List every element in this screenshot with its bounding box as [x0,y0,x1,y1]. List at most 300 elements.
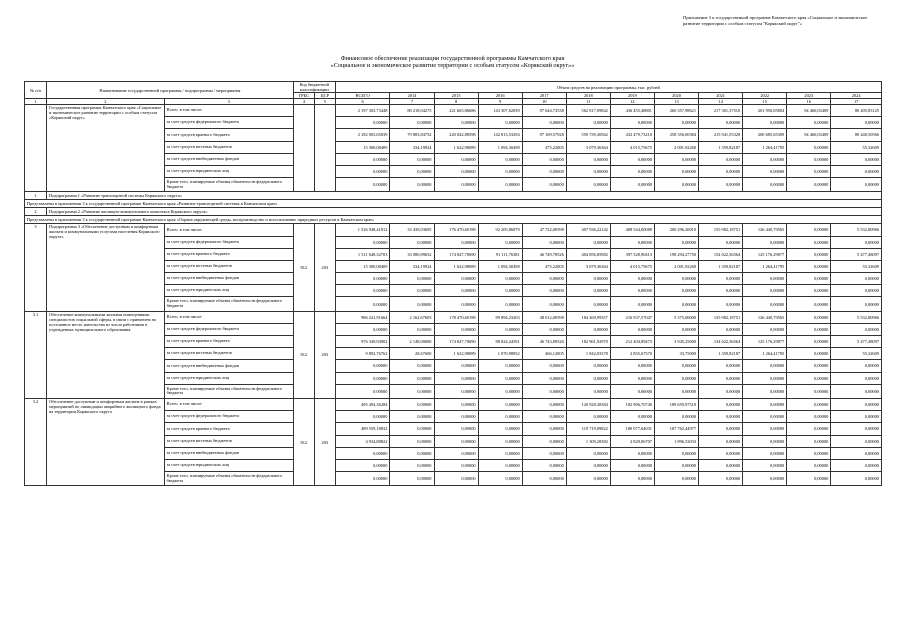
amount-cell: 0,00000 [390,323,434,335]
amount-cell: 0,00000 [787,447,831,459]
amount-cell: 125 176,29877 [743,248,787,260]
csr-code: 203 [314,398,335,485]
column-index: 7 [390,99,434,105]
row-number: 1 [25,192,47,200]
amount-cell: 0,00000 [610,297,654,311]
amount-cell: 0,00000 [610,384,654,398]
subprogram-title: Подпрограмма 2 «Развитие жилищно-коммунального комплекса Корякского округа» [47,208,882,216]
amount-cell: 0,00000 [335,297,390,311]
amount-cell: 0,00000 [831,459,882,471]
amount-cell: 0,00000 [434,117,478,129]
amount-cell: 80 405,83125 [831,105,882,117]
amount-cell: 184 269,99357 [566,311,610,323]
amount-cell: 0,00000 [390,165,434,177]
amount-cell: 212 404,89473 [610,336,654,348]
amount-cell: 0,00000 [610,459,654,471]
column-index: 11 [566,99,610,105]
amount-cell: 0,00000 [787,297,831,311]
amount-cell: 0,00000 [335,165,390,177]
amount-cell: 28,67600 [390,348,434,360]
amount-cell: 0,00000 [743,273,787,285]
amount-cell: 2 001,92260 [654,141,698,153]
column-index: 5 [314,99,335,105]
amount-cell: 176 470,60198 [434,224,478,236]
amount-cell: 0,00000 [566,323,610,335]
amount-cell: 182 961,92970 [566,336,610,348]
amount-cell: 0,00000 [566,384,610,398]
amount-cell: 334,19924 [390,141,434,153]
amount-cell: 0,00000 [390,447,434,459]
amount-cell: 495 494,36284 [335,398,390,410]
amount-cell: 0,00000 [522,372,566,384]
amount-cell: 97 169,57928 [522,129,566,141]
grbs-code: 812 [293,311,314,398]
amount-cell: 0,00000 [654,285,698,297]
amount-cell: 80 440,50566 [831,129,882,141]
amount-cell: 174 847,70690 [434,248,478,260]
amount-cell: 0,00000 [787,236,831,248]
amount-cell: 0,00000 [434,447,478,459]
funding-source: за счет средств внебюджетных фондов [164,153,293,165]
column-index: 14 [699,99,743,105]
amount-cell: 220 042,88598 [434,129,478,141]
amount-cell: 4 934,88822 [335,435,390,447]
amount-cell: 0,00000 [610,165,654,177]
amount-cell: 55,32609 [831,348,882,360]
amount-cell: 475,22005 [522,260,566,272]
amount-cell: 0,00000 [522,285,566,297]
amount-cell: 0,00000 [522,165,566,177]
amount-cell: 94 460,03409 [787,105,831,117]
amount-cell: 0,00000 [787,285,831,297]
amount-cell: 0,00000 [390,285,434,297]
funding-source: за счет средств юридических лиц [164,165,293,177]
amount-cell: 92 205,86879 [478,224,522,236]
row-number [25,105,47,192]
amount-cell: 0,00000 [787,398,831,410]
amount-cell: 0,00000 [743,435,787,447]
amount-cell: 120 928,38384 [566,398,610,410]
amount-cell: 0,00000 [787,423,831,435]
amount-cell: 80 218,04275 [390,105,434,117]
amount-cell: 0,00000 [335,372,390,384]
amount-cell: 0,00000 [434,435,478,447]
amount-cell: 97 644,73538 [522,105,566,117]
amount-cell: 1 309,28382 [566,435,610,447]
funding-source: за счет средств федерального бюджета [164,411,293,423]
amount-cell: 0,00000 [831,323,882,335]
amount-cell: 0,00000 [699,411,743,423]
amount-cell: 0,00000 [335,153,390,165]
amount-cell: 1 842,03378 [566,348,610,360]
amount-cell: 397 528,90413 [610,248,654,260]
amount-cell: 125 176,29877 [743,336,787,348]
funding-source: за счет средств юридических лиц [164,285,293,297]
subprogram-note-row [25,200,882,208]
amount-cell: 0,00000 [654,411,698,423]
amount-cell: 9 892,76762 [335,348,390,360]
funding-source: за счет средств местных бюджетов [164,260,293,272]
amount-cell: 15 300,08409 [335,141,390,153]
amount-cell: 3 945,25000 [654,336,698,348]
amount-cell: 0,00000 [743,285,787,297]
subprogram-title: Подпрограмма 1 «Развитие транспортной системы Корякского округа» [47,192,882,200]
amount-cell: 1 264,41795 [743,260,787,272]
amount-cell: 15 300,08409 [335,260,390,272]
amount-cell: 0,00000 [522,472,566,486]
amount-cell: 5 375,00000 [654,311,698,323]
amount-cell: 3 079,36364 [566,260,610,272]
amount-cell: 126 440,79565 [743,224,787,236]
csr-code: 203 [314,224,335,311]
header-year: 2019 [610,93,654,99]
amount-cell: 0,00000 [743,323,787,335]
amount-cell: 0,00000 [610,411,654,423]
amount-cell: 46 749,78526 [522,248,566,260]
row-title: Государственная программа Камчатского края «Социальное и экономическое развитие территории с особым статусом «Корякский округ» [47,105,165,192]
amount-cell: 0,00000 [831,178,882,192]
amount-cell: 0,00000 [787,311,831,323]
amount-cell: 0,00000 [390,398,434,410]
amount-cell: 215 941,55328 [699,129,743,141]
amount-cell: 0,00000 [787,384,831,398]
column-index: 4 [293,99,314,105]
amount-cell: 0,00000 [787,323,831,335]
amount-cell: 4 015,75675 [610,260,654,272]
amount-cell: 0,00000 [434,273,478,285]
column-index: 15 [743,99,787,105]
subprogram-note: Представлены в приложении 3 к государственной программе Камчатского края «Охрана окружающей среды, воспроизводство и использование природных ресурсов в Камчатском крае» [25,216,882,224]
header-csr: ЦСР [314,93,335,99]
amount-cell: 258 356,00384 [654,129,698,141]
appendix-note: Приложение 3 к государственной программе Камчатского края «Социальное и экономическое развитие территории с особым статусом "Корякский округ"» [683,15,868,26]
header-year: 2023 [787,93,831,99]
amount-cell: 0,00000 [434,165,478,177]
amount-cell: 0,00000 [478,297,522,311]
amount-cell: 1 622,98089 [434,141,478,153]
amount-cell: 0,00000 [390,360,434,372]
amount-cell: 0,00000 [699,447,743,459]
header-year: 2022 [743,93,787,99]
amount-cell: 0,00000 [522,178,566,192]
amount-cell: 0,00000 [434,178,478,192]
amount-cell: 0,00000 [699,435,743,447]
amount-cell: 0,00000 [522,297,566,311]
funding-source: за счет средств местных бюджетов [164,348,293,360]
amount-cell: 182 906,70740 [610,398,654,410]
amount-cell: 33 080,89652 [390,248,434,260]
amount-cell: 0,00000 [654,236,698,248]
funding-source: Кроме того, планируемые объемы обязательств федерального бюджета [164,384,293,398]
amount-cell: 1 094,30498 [478,260,522,272]
header-year: 2021 [699,93,743,99]
amount-cell: 0,00000 [335,273,390,285]
amount-cell: 0,00000 [566,411,610,423]
amount-cell: 0,00000 [654,165,698,177]
amount-cell: 0,00000 [478,423,522,435]
funding-source: за счет средств краевого бюджета [164,336,293,348]
row-title: Подпрограмма 3 «Обеспечение доступным и комфортным жильем и коммунальными услугами населения Корякского округа» [47,224,165,311]
header-code: Код бюджетной классификации [293,82,335,93]
amount-cell: 0,00000 [831,472,882,486]
amount-cell: 0,00000 [434,285,478,297]
grbs-code: 812 [293,224,314,311]
amount-cell: 0,00000 [335,384,390,398]
amount-cell: 0,00000 [787,273,831,285]
amount-cell: 0,00000 [434,360,478,372]
column-index: 6 [335,99,390,105]
amount-cell: 0,00000 [787,141,831,153]
amount-cell: 0,00000 [335,323,390,335]
amount-cell: 55,32609 [831,260,882,272]
amount-cell: 0,00000 [478,153,522,165]
amount-cell: 0,00000 [610,236,654,248]
amount-cell: 0,00000 [699,459,743,471]
amount-cell: 0,00000 [335,285,390,297]
amount-cell: 0,00000 [335,447,390,459]
amount-cell: 0,00000 [699,323,743,335]
row-number: 2 [25,208,47,216]
amount-cell: 0,00000 [831,153,882,165]
amount-cell: 0,00000 [831,273,882,285]
amount-cell: 0,00000 [478,360,522,372]
amount-cell: 1 622,98089 [434,260,478,272]
amount-cell: 0,00000 [610,178,654,192]
amount-cell: 0,00000 [522,398,566,410]
subprogram-row [25,192,882,200]
amount-cell: 0,00000 [831,411,882,423]
amount-cell: 180 077,64031 [610,423,654,435]
amount-cell: 0,00000 [478,178,522,192]
header-year: 2016 [478,93,522,99]
funding-source: за счет средств внебюджетных фондов [164,273,293,285]
amount-cell: 55,32609 [831,141,882,153]
amount-cell: 0,00000 [566,285,610,297]
amount-cell: 0,00000 [743,472,787,486]
amount-cell: 0,00000 [610,153,654,165]
row-number: 3.1 [25,311,47,398]
amount-cell: 0,00000 [566,153,610,165]
amount-cell: 0,00000 [787,178,831,192]
amount-cell: 562 817,09842 [566,105,610,117]
amount-cell: 0,00000 [699,384,743,398]
amount-cell: 0,00000 [699,297,743,311]
amount-cell: 2 829,06707 [610,435,654,447]
amount-cell: 0,00000 [654,384,698,398]
amount-cell: 0,00000 [787,224,831,236]
amount-cell: 0,00000 [787,348,831,360]
amount-cell: 48 012,00598 [522,311,566,323]
csr-code: 203 [314,311,335,398]
amount-cell: 0,00000 [787,260,831,272]
amount-cell: 0,00000 [522,411,566,423]
amount-cell: 0,00000 [743,384,787,398]
column-index: 16 [787,99,831,105]
funding-source: за счет средств местных бюджетов [164,141,293,153]
row-title: Обеспечение доступным и комфортным жильем в рамках мероприятий по ликвидации аварийного жилищного фонда на территории Корякского округа [47,398,165,485]
amount-cell: 0,00000 [787,153,831,165]
amount-cell: 0,00000 [434,323,478,335]
amount-cell: 0,00000 [831,398,882,410]
amount-cell: 0,00000 [522,153,566,165]
amount-cell: 260 357,98621 [654,105,698,117]
amount-cell: 0,00000 [390,236,434,248]
amount-cell: 0,00000 [335,411,390,423]
amount-cell: 1 359,82187 [699,260,743,272]
amount-cell: 0,00000 [390,178,434,192]
amount-cell: 0,00000 [787,411,831,423]
funding-source: Кроме того, планируемые объемы обязательств федерального бюджета [164,178,293,192]
amount-cell: 0,00000 [390,411,434,423]
amount-cell: 976 349,94902 [335,336,390,348]
amount-cell: 0,00000 [478,435,522,447]
amount-cell: 0,00000 [699,165,743,177]
amount-cell: 126 440,79565 [743,311,787,323]
amount-cell: 217 301,37510 [699,105,743,117]
amount-cell: 189 659,97510 [654,398,698,410]
amount-cell: 0,00000 [478,459,522,471]
amount-cell: 0,00000 [743,411,787,423]
amount-cell: 436 455,48801 [610,105,654,117]
amount-cell: 5 477,48097 [831,248,882,260]
row-number: 3 [25,224,47,311]
amount-cell: 0,00000 [743,360,787,372]
document-title: Финансовое обеспечение реализации государственной программы Камчатского края [340,55,565,62]
amount-cell: 0,00000 [787,472,831,486]
amount-cell: 0,00000 [610,117,654,129]
amount-cell: 2 197 303,73448 [335,105,390,117]
amount-cell: 0,00000 [566,372,610,384]
column-index: 17 [831,99,882,105]
amount-cell: 1 511 648,32703 [335,248,390,260]
amount-cell: 0,00000 [743,423,787,435]
amount-cell: 408 544,00088 [610,224,654,236]
amount-cell: 200 296,20010 [654,224,698,236]
header-year: 2024 [831,93,882,99]
table-row [25,311,882,323]
amount-cell: 0,00000 [478,447,522,459]
amount-cell: 0,00000 [831,236,882,248]
amount-cell: 0,00000 [699,372,743,384]
amount-cell: 0,00000 [335,459,390,471]
header-grbs: ГРБС [293,93,314,99]
funding-source: Кроме того, планируемые объемы обязательств федерального бюджета [164,297,293,311]
amount-cell: 46 743,88526 [522,336,566,348]
amount-cell: 0,00000 [699,285,743,297]
header-year: 2017 [522,93,566,99]
header-num: № п/п [25,82,47,99]
amount-cell: 0,00000 [654,360,698,372]
amount-cell: 0,00000 [787,117,831,129]
amount-cell: 0,00000 [434,384,478,398]
amount-cell: 0,00000 [478,411,522,423]
amount-cell: 0,00000 [566,236,610,248]
amount-cell: 0,00000 [390,153,434,165]
amount-cell: 0,00000 [610,285,654,297]
grbs-code [293,105,314,192]
amount-cell: 0,00000 [434,297,478,311]
amount-cell: 119 719,09822 [566,423,610,435]
subprogram-row [25,208,882,216]
amount-cell: 2 148,00000 [390,336,434,348]
amount-cell: 0,00000 [743,372,787,384]
subprogram-note: Представлены в приложении 3 к государственной программе Камчатского края «Развитие транспортной системы в Камчатском крае» [25,200,882,208]
amount-cell: 0,00000 [654,372,698,384]
header-year: 2014 [390,93,434,99]
amount-cell: 2 162,67603 [390,311,434,323]
amount-cell: 79 883,84752 [390,129,434,141]
amount-cell: 47 722,00598 [522,224,566,236]
amount-cell: 0,00000 [831,447,882,459]
amount-cell: 0,00000 [831,384,882,398]
amount-cell: 1 526 948,41812 [335,224,390,236]
amount-cell: 0,00000 [743,236,787,248]
amount-cell: 0,00000 [566,165,610,177]
column-index: 2 [47,99,165,105]
amount-cell: 0,00000 [610,323,654,335]
amount-cell: 0,00000 [787,165,831,177]
funding-source: Всего, в том числе: [164,224,293,236]
amount-cell: 187 762,44977 [654,423,698,435]
amount-cell: 0,00000 [699,117,743,129]
amount-cell: 0,00000 [699,423,743,435]
amount-cell: 0,00000 [654,459,698,471]
funding-source: за счет средств краевого бюджета [164,423,293,435]
amount-cell: 334,19924 [390,260,434,272]
amount-cell: 0,00000 [831,165,882,177]
header-year: 2015 [434,93,478,99]
table-row [25,398,882,410]
amount-cell: 5 532,80966 [831,311,882,323]
amount-cell: 0,00000 [610,273,654,285]
amount-cell: 88 824,24591 [478,336,522,348]
amount-cell: 1 264,41795 [743,348,787,360]
amount-cell: 0,00000 [654,273,698,285]
amount-cell: 0,00000 [699,236,743,248]
amount-cell: 407 936,22142 [566,224,610,236]
header-name: Наименование государственной программы / подпрограммы / мероприятия [47,82,294,99]
document-subtitle: «Социальное и экономическое развитие территории с особым статусом «Корякский округ»» [330,62,575,69]
amount-cell: 0,00000 [390,117,434,129]
amount-cell: 0,00000 [478,117,522,129]
amount-cell: 142 813,53294 [478,129,522,141]
funding-source: за счет средств местных бюджетов [164,435,293,447]
grbs-code: 812 [293,398,314,485]
amount-cell: 0,00000 [654,323,698,335]
amount-cell: 1 264,41795 [743,141,787,153]
amount-cell: 174 847,70690 [434,336,478,348]
amount-cell: 0,00000 [434,153,478,165]
amount-cell: 0,00000 [654,153,698,165]
amount-cell: 155 982,18751 [699,224,743,236]
amount-cell: 0,00000 [743,398,787,410]
amount-cell: 0,00000 [831,360,882,372]
header-year: 2020 [654,93,698,99]
amount-cell: 0,00000 [434,236,478,248]
amount-cell: 135 982,18751 [699,311,743,323]
header-total: ВСЕГО [335,93,390,99]
amount-cell: 0,00000 [610,372,654,384]
amount-cell: 0,00000 [831,285,882,297]
funding-source: за счет средств юридических лиц [164,459,293,471]
amount-cell: 0,00000 [610,472,654,486]
amount-cell: 0,00000 [610,447,654,459]
column-index: 9 [478,99,522,105]
amount-cell: 0,00000 [478,273,522,285]
amount-cell: 0,00000 [787,372,831,384]
amount-cell: 221 665,86686 [434,105,478,117]
column-index: 1 [25,99,47,105]
